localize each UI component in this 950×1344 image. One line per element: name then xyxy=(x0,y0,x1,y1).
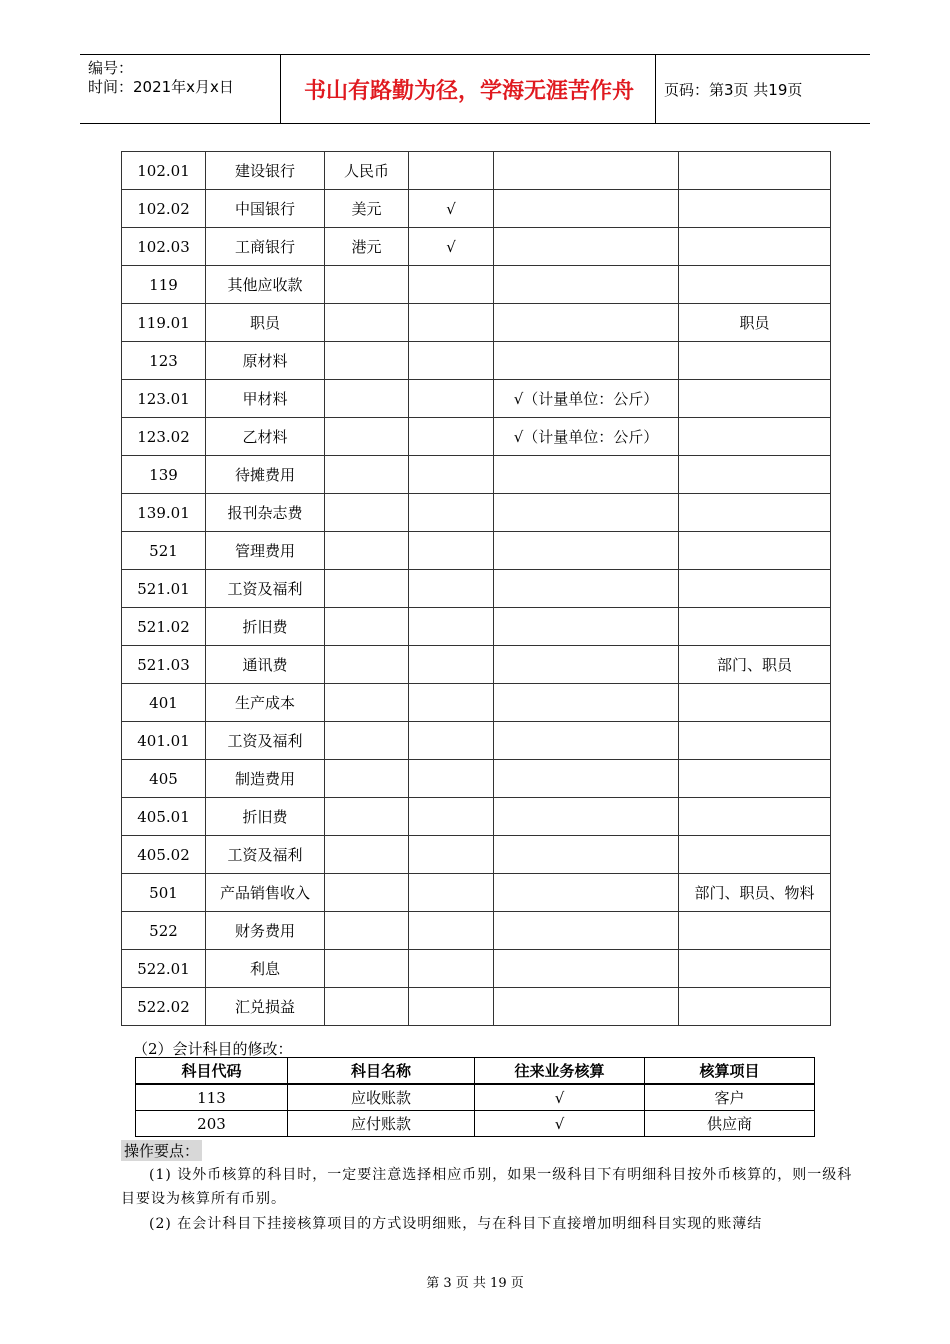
table-cell xyxy=(409,152,494,190)
table-cell: 部门、职员、物料 xyxy=(679,874,831,912)
table-cell xyxy=(679,494,831,532)
table-cell xyxy=(409,570,494,608)
table-cell: 建设银行 xyxy=(206,152,325,190)
table-cell: 405.01 xyxy=(122,798,206,836)
table-cell: 财务费用 xyxy=(206,912,325,950)
table-row xyxy=(136,1111,815,1137)
table-cell xyxy=(409,418,494,456)
table-cell: √ xyxy=(475,1084,645,1111)
table-cell xyxy=(325,874,409,912)
table-cell xyxy=(679,190,831,228)
table-cell xyxy=(679,684,831,722)
table-cell: 139 xyxy=(122,456,206,494)
table-cell: 乙材料 xyxy=(206,418,325,456)
table-cell: 职员 xyxy=(679,304,831,342)
table-cell: 管理费用 xyxy=(206,532,325,570)
table-cell: 501 xyxy=(122,874,206,912)
table-cell: 应收账款 xyxy=(288,1084,475,1111)
table-cell xyxy=(325,798,409,836)
ops-label: 操作要点： xyxy=(121,1140,202,1161)
table-cell: 139.01 xyxy=(122,494,206,532)
table-cell: 美元 xyxy=(325,190,409,228)
table-cell: 港元 xyxy=(325,228,409,266)
table-cell: 折旧费 xyxy=(206,798,325,836)
table-cell xyxy=(325,646,409,684)
table-cell: 522 xyxy=(122,912,206,950)
table-cell xyxy=(679,760,831,798)
table-row xyxy=(122,342,831,380)
col-header-name: 科目名称 xyxy=(288,1058,475,1085)
table-cell: √ xyxy=(409,228,494,266)
table-cell: 待摊费用 xyxy=(206,456,325,494)
table-cell xyxy=(494,532,679,570)
table-cell xyxy=(409,874,494,912)
table-cell: √ xyxy=(409,190,494,228)
table-row xyxy=(122,532,831,570)
table-cell xyxy=(494,874,679,912)
table-cell: 通讯费 xyxy=(206,646,325,684)
ops-paragraph-1: (1) 设外币核算的科目时，一定要注意选择相应币别，如果一级科目下有明细科目按外币核算的，则一级科目要设为核算所有币别。 xyxy=(121,1167,853,1207)
table-cell xyxy=(679,912,831,950)
table-cell: 制造费用 xyxy=(206,760,325,798)
table-cell: 利息 xyxy=(206,950,325,988)
table-cell xyxy=(409,988,494,1026)
table-cell: √ xyxy=(475,1111,645,1137)
table-cell: 汇兑损益 xyxy=(206,988,325,1026)
table-cell: 521.02 xyxy=(122,608,206,646)
account-table xyxy=(121,151,831,1026)
table-row xyxy=(122,684,831,722)
table-row xyxy=(122,760,831,798)
table-cell: 产品销售收入 xyxy=(206,874,325,912)
table-cell: 113 xyxy=(136,1084,288,1111)
table-row xyxy=(122,950,831,988)
table-cell xyxy=(494,342,679,380)
table-cell: 522.02 xyxy=(122,988,206,1026)
table-cell xyxy=(679,798,831,836)
table-cell: 供应商 xyxy=(645,1111,815,1137)
table-cell xyxy=(494,760,679,798)
table-cell xyxy=(409,342,494,380)
table-cell: 生产成本 xyxy=(206,684,325,722)
table-cell xyxy=(325,380,409,418)
table-row xyxy=(122,836,831,874)
table-cell: 521.03 xyxy=(122,646,206,684)
table-cell xyxy=(494,152,679,190)
table-cell: 401.01 xyxy=(122,722,206,760)
table-cell xyxy=(325,266,409,304)
table-row xyxy=(122,380,831,418)
table-row xyxy=(122,418,831,456)
table-cell: 102.03 xyxy=(122,228,206,266)
table-cell: 人民币 xyxy=(325,152,409,190)
table-cell xyxy=(679,380,831,418)
table-cell xyxy=(679,152,831,190)
table-row xyxy=(122,570,831,608)
section-title: （2）会计科目的修改： xyxy=(133,1040,293,1058)
table-cell xyxy=(494,266,679,304)
table-cell: 折旧费 xyxy=(206,608,325,646)
table-cell xyxy=(679,836,831,874)
table-cell xyxy=(679,456,831,494)
table-cell: 中国银行 xyxy=(206,190,325,228)
table-cell xyxy=(494,836,679,874)
time-label: 时间：2021年x月x日 xyxy=(88,78,234,96)
table-cell xyxy=(325,988,409,1026)
ops-paragraph-2: (2) 在会计科目下挂接核算项目的方式设明细账，与在科目下直接增加明细科目实现的账薄结 xyxy=(149,1216,763,1232)
table-row xyxy=(122,874,831,912)
table-cell xyxy=(494,304,679,342)
table-cell xyxy=(325,684,409,722)
table-cell xyxy=(325,342,409,380)
table-cell: 405 xyxy=(122,760,206,798)
table-cell xyxy=(409,646,494,684)
page-footer: 第 3 页 共 19 页 xyxy=(426,1276,524,1291)
table-cell xyxy=(325,950,409,988)
table-cell xyxy=(494,912,679,950)
table-cell xyxy=(679,570,831,608)
table-cell: 521.01 xyxy=(122,570,206,608)
table-cell: 522.01 xyxy=(122,950,206,988)
table-cell xyxy=(325,418,409,456)
table-cell xyxy=(494,798,679,836)
table-cell: 职员 xyxy=(206,304,325,342)
table-cell xyxy=(494,646,679,684)
table-row xyxy=(122,266,831,304)
table-cell: 119.01 xyxy=(122,304,206,342)
table-cell xyxy=(494,950,679,988)
table-row xyxy=(136,1084,815,1111)
table-cell: 部门、职员 xyxy=(679,646,831,684)
table-cell: 401 xyxy=(122,684,206,722)
table-cell xyxy=(679,418,831,456)
table-cell: 原材料 xyxy=(206,342,325,380)
table-row xyxy=(122,798,831,836)
col-header-item: 核算项目 xyxy=(645,1058,815,1085)
table-cell xyxy=(494,456,679,494)
table-cell xyxy=(325,494,409,532)
table-row xyxy=(122,608,831,646)
table-cell xyxy=(494,494,679,532)
table-row xyxy=(122,912,831,950)
table-cell xyxy=(409,456,494,494)
table-cell: 102.02 xyxy=(122,190,206,228)
table-cell xyxy=(679,988,831,1026)
table-row xyxy=(122,988,831,1026)
table-row xyxy=(122,304,831,342)
table-cell xyxy=(494,722,679,760)
table-cell xyxy=(679,228,831,266)
table-cell xyxy=(325,836,409,874)
table-cell xyxy=(494,190,679,228)
table-cell: 203 xyxy=(136,1111,288,1137)
table-cell: 工资及福利 xyxy=(206,722,325,760)
table-cell: 405.02 xyxy=(122,836,206,874)
table-cell xyxy=(325,760,409,798)
page-header xyxy=(80,54,870,124)
table-cell xyxy=(494,570,679,608)
modify-header-row xyxy=(136,1058,815,1085)
table-cell xyxy=(679,608,831,646)
table-cell xyxy=(409,380,494,418)
table-row xyxy=(122,190,831,228)
table-cell xyxy=(325,608,409,646)
header-page-info: 页码：第3页 共19页 xyxy=(664,80,803,99)
table-cell xyxy=(409,722,494,760)
table-row xyxy=(122,228,831,266)
modify-table xyxy=(135,1057,815,1137)
table-row xyxy=(122,722,831,760)
table-cell: 应付账款 xyxy=(288,1111,475,1137)
col-header-code: 科目代码 xyxy=(136,1058,288,1085)
table-row xyxy=(122,494,831,532)
table-cell xyxy=(409,266,494,304)
table-cell: 报刊杂志费 xyxy=(206,494,325,532)
table-cell: 客户 xyxy=(645,1084,815,1111)
table-cell: 102.01 xyxy=(122,152,206,190)
table-cell xyxy=(409,836,494,874)
number-label: 编号： xyxy=(88,59,134,77)
table-cell: 123.01 xyxy=(122,380,206,418)
table-cell xyxy=(679,950,831,988)
table-cell xyxy=(679,722,831,760)
col-header-business: 往来业务核算 xyxy=(475,1058,645,1085)
table-cell xyxy=(409,912,494,950)
table-cell xyxy=(325,532,409,570)
table-row xyxy=(122,456,831,494)
table-cell: 甲材料 xyxy=(206,380,325,418)
header-divider xyxy=(655,55,656,123)
table-cell: 521 xyxy=(122,532,206,570)
header-divider xyxy=(280,55,281,123)
table-cell xyxy=(679,532,831,570)
table-cell: 123 xyxy=(122,342,206,380)
table-cell xyxy=(409,760,494,798)
table-cell xyxy=(409,494,494,532)
table-cell xyxy=(325,722,409,760)
header-meta xyxy=(88,59,234,97)
table-cell: 工商银行 xyxy=(206,228,325,266)
table-row xyxy=(122,152,831,190)
table-cell xyxy=(409,304,494,342)
table-cell xyxy=(679,266,831,304)
table-cell xyxy=(325,456,409,494)
table-cell xyxy=(409,684,494,722)
table-cell: √（计量单位：公斤） xyxy=(494,418,679,456)
table-cell: 123.02 xyxy=(122,418,206,456)
table-cell xyxy=(409,608,494,646)
table-cell xyxy=(494,988,679,1026)
table-cell: 工资及福利 xyxy=(206,836,325,874)
table-cell xyxy=(325,912,409,950)
table-cell: 工资及福利 xyxy=(206,570,325,608)
table-row xyxy=(122,646,831,684)
table-cell xyxy=(494,608,679,646)
table-cell xyxy=(409,532,494,570)
table-cell: 其他应收款 xyxy=(206,266,325,304)
table-cell xyxy=(325,304,409,342)
table-cell xyxy=(679,342,831,380)
table-cell xyxy=(494,684,679,722)
table-cell xyxy=(409,950,494,988)
table-cell xyxy=(494,228,679,266)
table-cell: √（计量单位：公斤） xyxy=(494,380,679,418)
table-cell xyxy=(325,570,409,608)
header-motto: 书山有路勤为径，学海无涯苦作舟 xyxy=(303,78,634,104)
table-cell: 119 xyxy=(122,266,206,304)
table-cell xyxy=(409,798,494,836)
